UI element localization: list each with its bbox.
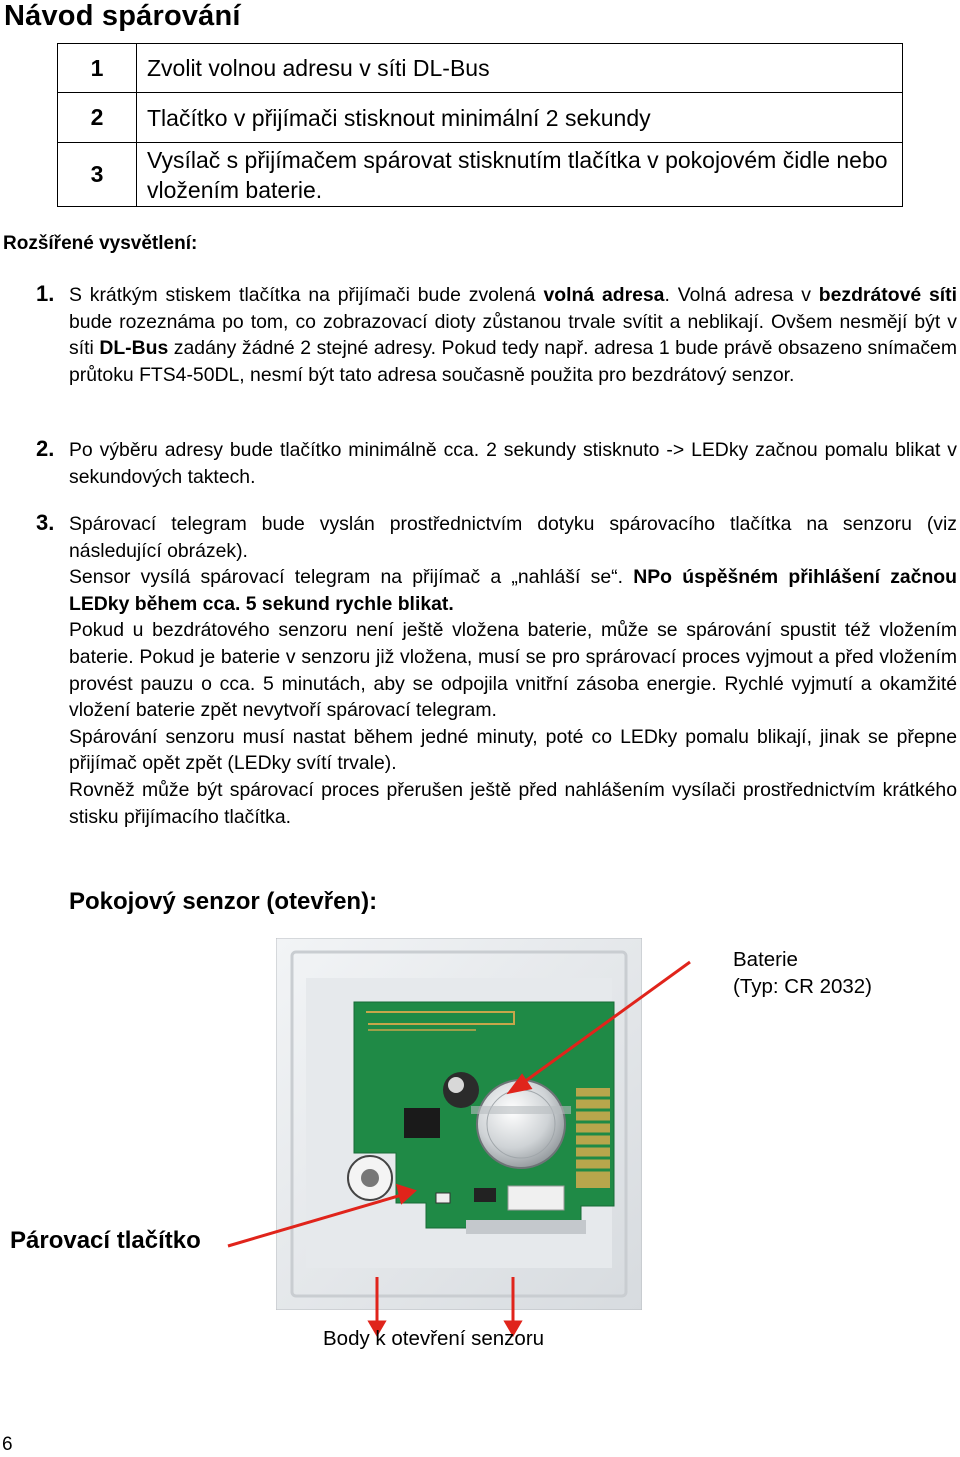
battery-label: [733, 946, 872, 1000]
steps-table: [57, 43, 903, 207]
text-run: zadány žádné 2 stejné adresy. Pokud tedy např. adresa 1 bude právě obsazeno snímačem průtoku FTS4-50DL, nesmí být tato adresa současně použita pro bezdrátový senzor.: [69, 337, 957, 386]
text-run: . Volná adresa v: [664, 284, 819, 306]
explanation-heading: Rozšířené vysvětlení:: [3, 233, 198, 254]
battery-arrow: [520, 962, 690, 1085]
paragraph-number: 3.: [36, 510, 55, 535]
step-number: 2: [58, 93, 137, 143]
battery-label-line: Baterie: [733, 948, 798, 971]
battery-type-line: (Typ: CR 2032): [733, 975, 872, 998]
arrow-head: [398, 1186, 414, 1202]
figure-heading: Pokojový senzor (otevřen):: [69, 888, 378, 915]
button-arrow: [228, 1194, 405, 1246]
paragraph-number: 1.: [36, 281, 55, 306]
text-run-bold: DL-Bus: [99, 337, 169, 360]
opening-points-label: Body k otevření senzoru: [323, 1327, 545, 1350]
step-text: Tlačítko v přijímači stisknout minimální 2 sekundy: [137, 93, 903, 143]
page-title: Návod spárování: [4, 0, 241, 32]
page-number: 6: [2, 1434, 13, 1455]
text-block: Pokud u bezdrátového senzoru není ještě vložena baterie, může se spárování spustit též vložením baterie. Pokud je baterie v senzoru již vložena, musí se pro sprárovací proces vyjmout a před vložením provést pauzu o cca. 5 minutách, aby se odpojila vnitřní zásoba energie. Rychlé vyjmutí a okamžité vložení baterie zpět nevytvoří spárovací telegram.: [69, 619, 957, 722]
paragraph-3: [69, 511, 957, 830]
step-text: Zvolit volnou adresu v síti DL-Bus: [137, 44, 903, 93]
text-run-bold: bezdrátové síti: [818, 284, 957, 306]
step-row: [58, 93, 903, 143]
step-number: 3: [58, 143, 137, 207]
paragraph-1: [69, 282, 957, 388]
text-run: bude rozeznáma po tom, co zobrazovací dioty zůstanou trvale svítit a neblikají. Ovšem nesmějí být v síti: [69, 310, 957, 360]
step-row: [58, 143, 903, 207]
step-number: 1: [58, 44, 137, 93]
text-block: Spárovací telegram bude vyslán prostřednictvím dotyku spárovacího tlačítka na senzoru (viz následující obrázek).: [69, 513, 957, 562]
text-run: Sensor vysílá spárovací telegram na přijímač a „nahláší se“.: [69, 566, 634, 589]
paragraph-number: 2.: [36, 436, 55, 461]
text-block: Spárování senzoru musí nastat během jedné minuty, poté co LEDky pomalu blikají, jinak se přepne přijímač opět zpět (LEDky svítí trvale).: [69, 725, 957, 775]
paragraph-2: Po výběru adresy bude tlačítko minimálně cca. 2 sekundy stisknuto -> LEDky začnou pomalu blikat v sekundových taktech.: [69, 439, 957, 488]
text-block: Rovněž může být spárovací proces přerušen ještě před nahlášením vysílači prostřednictvím krátkého stisku přijímacího tlačítka.: [69, 778, 957, 828]
text-run: S krátkým stiskem tlačítka na přijímači bude zvolená: [69, 284, 544, 306]
text-run-bold: NPo úspěšném přihlášení začnou LEDky během cca. 5 sekund rychle blikat.: [69, 566, 958, 615]
text-run-bold: volná adresa: [543, 284, 665, 306]
step-text: Vysílač s přijímačem spárovat stisknutím tlačítka v pokojovém čidle nebo vložením baterie.: [137, 143, 903, 207]
step-row: [58, 44, 903, 93]
text-block: [69, 564, 957, 617]
pairing-button-label: Párovací tlačítko: [10, 1227, 201, 1254]
